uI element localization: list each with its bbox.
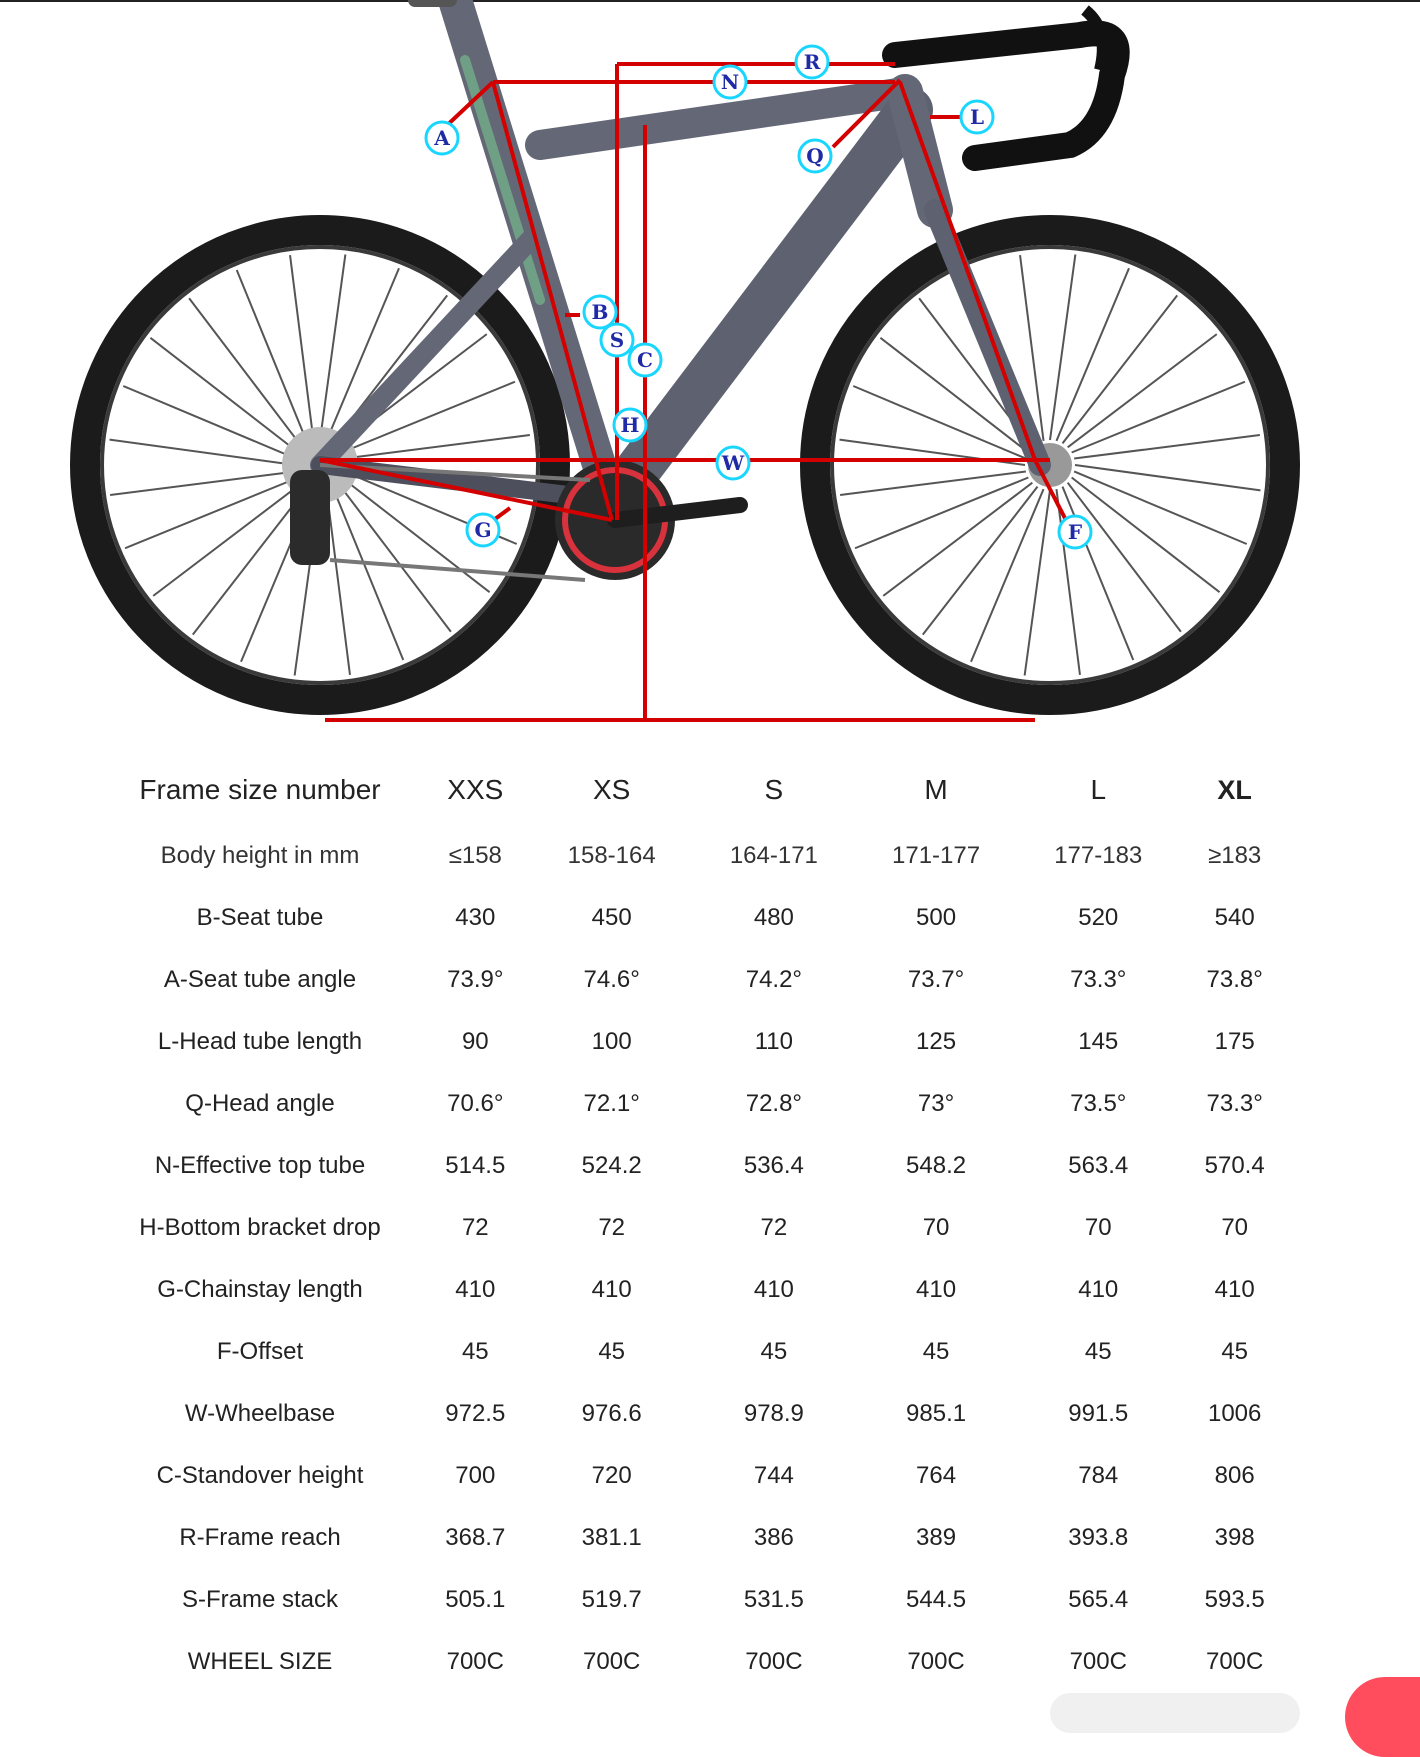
header-size-xxs: XXS — [447, 774, 504, 805]
label-marker-n — [714, 66, 746, 98]
spoke — [344, 435, 530, 458]
row-label: H-Bottom bracket drop — [139, 1214, 381, 1241]
table-cell: 72 — [461, 1214, 489, 1241]
label-letter: F — [1067, 520, 1083, 544]
spoke — [1063, 295, 1178, 443]
table-cell: 72 — [760, 1214, 788, 1241]
spoke — [853, 386, 1026, 459]
table-cell: 74.2° — [745, 966, 803, 993]
row-label: G-Chainstay length — [157, 1276, 363, 1303]
row-label: B-Seat tube — [196, 904, 324, 931]
table-cell: 500 — [916, 904, 957, 931]
table-cell: 505.1 — [445, 1586, 506, 1613]
table-cell: 368.7 — [445, 1524, 506, 1551]
table-cell: 70 — [1221, 1214, 1249, 1241]
table-cell: 430 — [455, 904, 496, 931]
spoke — [110, 471, 296, 494]
table-cell: 73.7° — [907, 966, 965, 993]
spoke — [125, 478, 298, 549]
table-cell: 784 — [1078, 1462, 1119, 1489]
label-marker-h — [614, 409, 646, 441]
label-letter: G — [474, 518, 492, 542]
spoke — [1025, 490, 1050, 675]
table-cell: 570.4 — [1204, 1152, 1265, 1179]
table-row — [100, 1073, 1290, 1135]
label-letter: C — [637, 348, 653, 372]
spoke — [123, 386, 296, 459]
label-marker-w — [717, 447, 749, 479]
table-cell: 73.9° — [447, 966, 504, 993]
table-cell: 720 — [591, 1462, 632, 1489]
table-cell: 524.2 — [581, 1152, 642, 1179]
spoke — [1074, 471, 1247, 544]
table-cell: 164-171 — [729, 842, 818, 869]
label-letter: A — [434, 126, 450, 150]
table-cell: 985.1 — [906, 1400, 967, 1427]
spoke — [1072, 478, 1220, 593]
spoke — [1050, 255, 1075, 440]
table-cell: 45 — [760, 1338, 788, 1365]
table-cell: 73.3° — [1070, 966, 1127, 993]
table-cell: 158-164 — [567, 842, 656, 869]
spoke — [110, 440, 295, 465]
table-cell: 410 — [591, 1276, 632, 1303]
table-cell: 410 — [1078, 1276, 1119, 1303]
table-cell: 72.1° — [583, 1090, 640, 1117]
row-label: L-Head tube length — [157, 1028, 363, 1055]
spoke — [1056, 268, 1129, 441]
row-label: WHEEL SIZE — [187, 1648, 333, 1675]
label-marker-q — [799, 140, 831, 172]
table-cell: 593.5 — [1204, 1586, 1265, 1613]
label-marker-a — [426, 122, 458, 154]
table-cell: 72.8° — [745, 1090, 803, 1117]
table-cell: 73.5° — [1070, 1090, 1127, 1117]
table-cell: 548.2 — [906, 1152, 967, 1179]
table-cell: 72 — [598, 1214, 626, 1241]
header-size-m: M — [924, 774, 948, 805]
table-cell: 544.5 — [906, 1586, 967, 1613]
table-cell: 110 — [754, 1028, 793, 1055]
table-cell: 90 — [461, 1028, 489, 1055]
table-cell: 70 — [1084, 1214, 1112, 1241]
table-cell: 700C — [907, 1648, 965, 1675]
table-cell: 764 — [916, 1462, 957, 1489]
top-tube — [540, 92, 905, 145]
table-cell: 389 — [916, 1524, 957, 1551]
table-cell: 73° — [917, 1090, 955, 1117]
spoke — [1068, 483, 1181, 632]
label-letter: H — [620, 413, 640, 437]
spoke — [237, 270, 308, 443]
table-row — [100, 1631, 1290, 1693]
table-cell: 450 — [591, 904, 632, 931]
table-cell: 177-183 — [1054, 842, 1143, 869]
table-cell: 700C — [1069, 1648, 1127, 1675]
table-cell: 70 — [922, 1214, 950, 1241]
table-cell: 171-177 — [892, 842, 981, 869]
table-cell: 45 — [922, 1338, 950, 1365]
table-cell: 381.1 — [581, 1524, 642, 1551]
table-cell: 991.5 — [1068, 1400, 1129, 1427]
spoke — [883, 483, 1032, 596]
table-cell: 565.4 — [1068, 1586, 1129, 1613]
spoke — [320, 255, 345, 440]
header-size-xs: XS — [593, 774, 631, 805]
bike-geometry-diagram — [0, 0, 1420, 730]
table-cell: 386 — [753, 1524, 794, 1551]
table-cell: 70.6° — [447, 1090, 504, 1117]
table-cell: 45 — [598, 1338, 626, 1365]
label-marker-s — [601, 324, 633, 356]
table-cell: 563.4 — [1068, 1152, 1129, 1179]
row-label: C-Standover height — [156, 1462, 364, 1489]
table-cell: 410 — [753, 1276, 794, 1303]
table-cell: 700C — [446, 1648, 504, 1675]
bottom-overlay — [1050, 1693, 1300, 1733]
table-cell: 480 — [753, 904, 794, 931]
table-cell: 976.6 — [581, 1400, 642, 1427]
table-cell: 73.3° — [1206, 1090, 1263, 1117]
rear-derailleur — [290, 470, 330, 565]
spoke — [189, 298, 302, 447]
floating-action-button[interactable] — [1345, 1677, 1420, 1757]
row-label: S-Frame stack — [181, 1586, 339, 1613]
table-cell: 744 — [753, 1462, 794, 1489]
table-row — [100, 1135, 1290, 1197]
row-label: R-Frame reach — [179, 1524, 341, 1551]
table-row — [100, 1569, 1290, 1631]
spoke — [1074, 435, 1260, 458]
table-cell: 540 — [1214, 904, 1255, 931]
table-cell: 1006 — [1207, 1400, 1262, 1427]
spoke — [1063, 487, 1134, 660]
table-cell: 700C — [583, 1648, 641, 1675]
table-cell: 73.8° — [1206, 966, 1263, 993]
table-cell: 410 — [455, 1276, 496, 1303]
table-row — [100, 1259, 1290, 1321]
label-letter: N — [720, 70, 740, 94]
label-marker-b — [584, 296, 616, 328]
table-cell: 393.8 — [1068, 1524, 1129, 1551]
table-cell: 531.5 — [743, 1586, 804, 1613]
label-marker-r — [796, 46, 828, 78]
spoke — [338, 483, 451, 632]
label-marker-l — [961, 101, 993, 133]
table-cell: 398 — [1214, 1524, 1255, 1551]
table-cell: 700C — [1205, 1648, 1264, 1675]
spoke — [153, 483, 302, 596]
spoke — [971, 489, 1044, 662]
table-row — [100, 1197, 1290, 1259]
header-size-s: S — [764, 774, 784, 805]
label-letter: R — [803, 50, 821, 74]
table-header-row — [100, 755, 1290, 825]
row-label: N-Effective top tube — [154, 1152, 366, 1179]
header-size-l: L — [1090, 774, 1107, 805]
table-cell: 806 — [1214, 1462, 1255, 1489]
spoke — [923, 487, 1038, 635]
spoke — [290, 255, 313, 441]
table-cell: 520 — [1078, 904, 1119, 931]
table-cell: 145 — [1078, 1028, 1119, 1055]
spoke — [840, 471, 1026, 494]
label-marker-c — [629, 344, 661, 376]
table-row — [100, 1011, 1290, 1073]
label-letter: Q — [806, 144, 824, 168]
spoke — [1072, 382, 1245, 453]
header-frame-size-label: Frame size number — [139, 774, 381, 805]
table-row — [100, 1445, 1290, 1507]
table-cell: 972.5 — [445, 1400, 506, 1427]
label-letter: B — [591, 300, 609, 324]
label-letter: S — [609, 328, 625, 352]
row-label: A-Seat tube angle — [163, 966, 357, 993]
table-cell: 45 — [1084, 1338, 1112, 1365]
table-cell: ≥183 — [1208, 842, 1262, 869]
label-letter: L — [969, 105, 985, 129]
row-label: W-Wheelbase — [184, 1400, 336, 1427]
spoke — [1075, 465, 1260, 490]
table-cell: 175 — [1214, 1028, 1255, 1055]
table-cell: 536.4 — [743, 1152, 804, 1179]
label-marker-f — [1059, 516, 1091, 548]
geometry-table — [100, 755, 1290, 1693]
table-cell: 700C — [745, 1648, 803, 1675]
table-row — [100, 825, 1290, 887]
table-cell: 100 — [591, 1028, 632, 1055]
row-label: Q-Head angle — [185, 1090, 335, 1117]
spoke — [150, 338, 298, 453]
table-cell: 74.6° — [583, 966, 640, 993]
table-row — [100, 1507, 1290, 1569]
table-cell: 700 — [455, 1462, 496, 1489]
header-size-xl: XL — [1217, 774, 1252, 805]
label-marker-g — [467, 514, 499, 546]
table-cell: 410 — [916, 1276, 957, 1303]
spoke — [333, 487, 404, 660]
table-row — [100, 1383, 1290, 1445]
table-row — [100, 1321, 1290, 1383]
table-cell: 519.7 — [581, 1586, 642, 1613]
table-cell: 514.5 — [445, 1152, 506, 1179]
spoke — [1068, 334, 1217, 447]
table-row — [100, 949, 1290, 1011]
table-cell: 125 — [916, 1028, 957, 1055]
label-letter: W — [721, 451, 745, 475]
table-cell: 45 — [461, 1338, 489, 1365]
row-label: F-Offset — [216, 1338, 304, 1365]
table-cell: 410 — [1214, 1276, 1255, 1303]
table-cell: 45 — [1221, 1338, 1249, 1365]
table-cell: ≤158 — [448, 842, 502, 869]
table-row — [100, 887, 1290, 949]
row-label: Body height in mm — [160, 842, 360, 869]
table-cell: 978.9 — [743, 1400, 804, 1427]
spoke — [855, 478, 1028, 549]
